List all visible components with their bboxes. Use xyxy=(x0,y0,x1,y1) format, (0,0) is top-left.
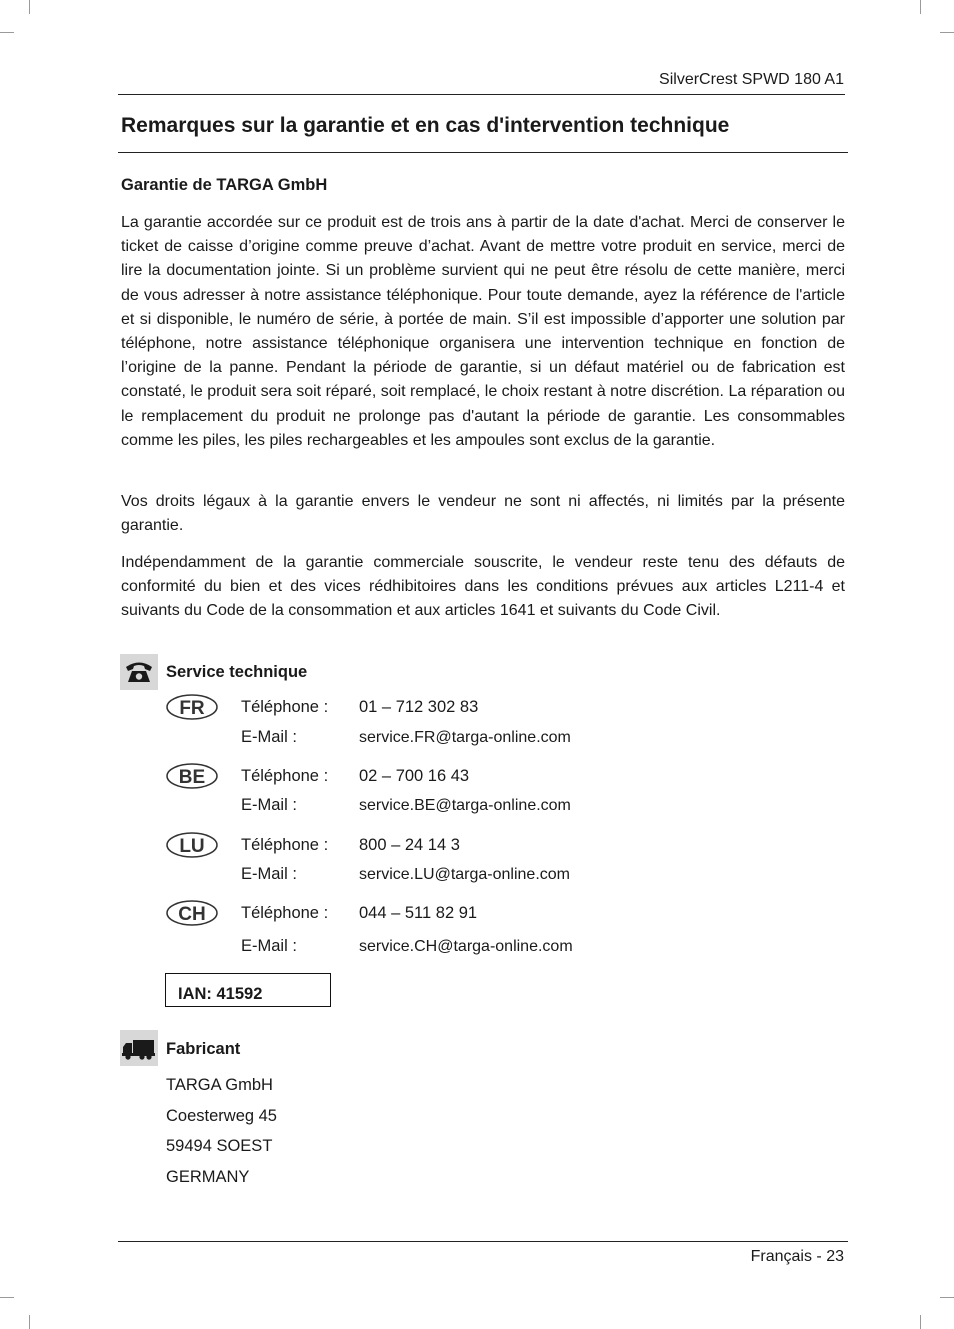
address-line: Coesterweg 45 xyxy=(166,1107,277,1125)
address-line: 59494 SOEST xyxy=(166,1137,273,1155)
crop-mark xyxy=(920,0,921,14)
page-title: Remarques sur la garantie et en cas d'intervention technique xyxy=(121,114,730,137)
phone-number: 01 – 712 302 83 xyxy=(359,698,479,716)
email-address: service.CH@targa-online.com xyxy=(359,938,573,955)
ian-box: IAN: 41592 xyxy=(165,973,331,1007)
warranty-paragraph: Indépendamment de la garantie commerciale souscrite, le vendeur reste tenu des défauts de conformité du bien et des vices rédhibitoires dans les conditions prévues aux articles L211-4 et suivants du Code de la consommation et aux articles 1641 et suivants du Code Civil. xyxy=(121,554,845,620)
email-address: service.FR@targa-online.com xyxy=(359,729,571,746)
crop-mark xyxy=(0,1297,14,1298)
warranty-paragraph: Vos droits légaux à la garantie envers le vendeur ne sont ni affectés, ni limités par la présente garantie. xyxy=(121,493,845,535)
telephone-icon xyxy=(120,654,158,690)
email-label: E-Mail : xyxy=(241,865,297,883)
email-address: service.LU@targa-online.com xyxy=(359,866,570,883)
address-line: TARGA GmbH xyxy=(166,1076,273,1094)
crop-mark xyxy=(940,32,954,33)
fr-oval-icon xyxy=(166,694,218,720)
be-oval-icon xyxy=(166,763,218,789)
truck-icon xyxy=(120,1030,158,1066)
email-label: E-Mail : xyxy=(241,796,297,814)
crop-mark xyxy=(920,1315,921,1329)
crop-mark xyxy=(29,0,30,14)
country-code: CH xyxy=(178,904,206,925)
page-number: Français - 23 xyxy=(750,1248,844,1265)
phone-label: Téléphone : xyxy=(241,767,329,785)
service-heading: Service technique xyxy=(166,663,308,681)
phone-number: 800 – 24 14 3 xyxy=(359,836,460,854)
country-code: LU xyxy=(179,836,205,857)
phone-label: Téléphone : xyxy=(241,698,329,716)
warranty-heading: Garantie de TARGA GmbH xyxy=(121,176,328,194)
crop-mark xyxy=(940,1297,954,1298)
title-rule xyxy=(118,152,848,153)
header-product-name: SilverCrest SPWD 180 A1 xyxy=(659,71,844,88)
manufacturer-heading: Fabricant xyxy=(166,1040,241,1058)
crop-mark xyxy=(29,1315,30,1329)
phone-number: 044 – 511 82 91 xyxy=(359,904,478,922)
warranty-paragraph: La garantie accordée sur ce produit est de trois ans à partir de la date d'achat. Merci de conserver le ticket de caisse d’origine comme preuve d’achat. Avant de mettre votre produit en service, merci de lire la documentation jointe. Si un problème survient qui ne peut être résolu de cette manière, merci de vous adresser à notre assistance téléphonique. Pour toute demande, ayez la référence de l'article et si disponible, le numéro de série, à portée de main. S’il est impossible d’apporter une solution par téléphone, notre assistance téléphonique organisera une intervention technique en fonction de l’origine de la panne. Pendant la période de garantie, si un défaut matériel ou de fabrication est constaté, le produit sera soit réparé, soit remplacé, le choix restant à notre discrétion. La réparation ou le remplacement du produit ne prolonge pas d'autant la période de garantie. Les consommables comme les piles, les piles rechargeables et les ampoules sont exclus de la garantie. xyxy=(121,214,845,449)
address-line: GERMANY xyxy=(166,1168,250,1186)
email-label: E-Mail : xyxy=(241,937,297,955)
country-code: FR xyxy=(179,698,205,719)
lu-oval-icon xyxy=(166,832,218,858)
footer-rule xyxy=(118,1241,848,1242)
crop-mark xyxy=(0,32,14,33)
phone-label: Téléphone : xyxy=(241,836,329,854)
email-label: E-Mail : xyxy=(241,728,297,746)
ch-oval-icon xyxy=(166,900,218,926)
phone-label: Téléphone : xyxy=(241,904,329,922)
country-code: BE xyxy=(178,767,206,788)
phone-number: 02 – 700 16 43 xyxy=(359,767,470,785)
header-rule xyxy=(118,94,845,95)
email-address: service.BE@targa-online.com xyxy=(359,797,571,814)
